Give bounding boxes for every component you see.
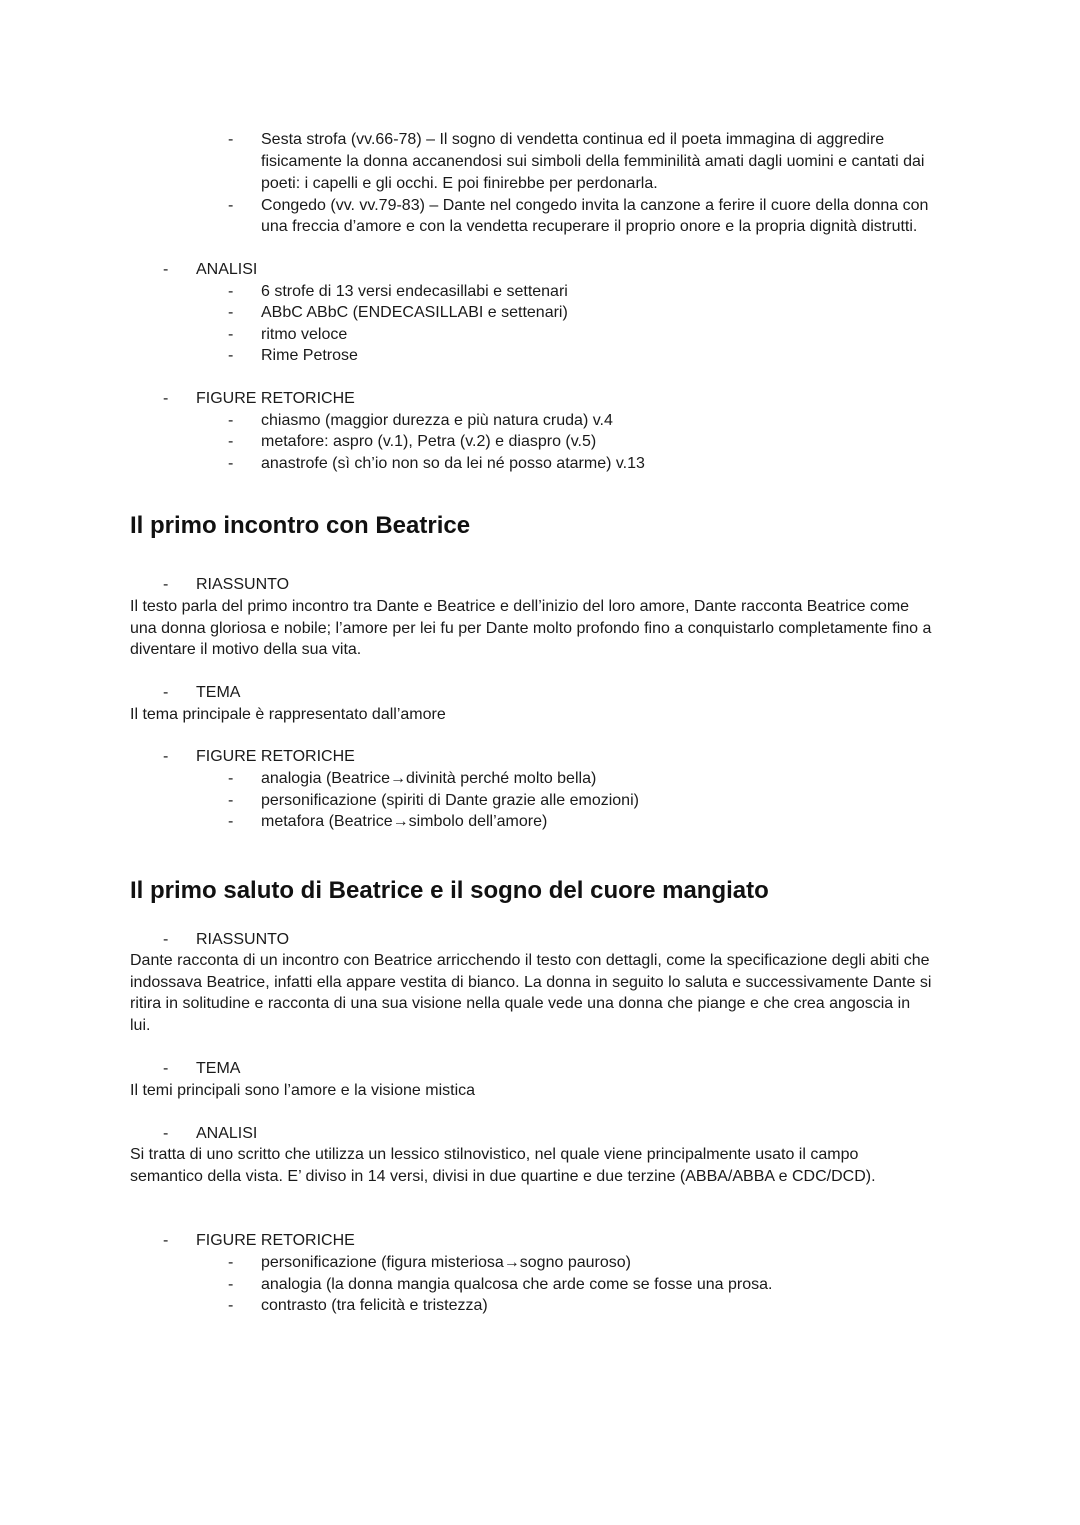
tema-text: Il temi principali sono l’amore e la visione mistica bbox=[130, 1082, 476, 1099]
section-title: Il primo saluto di Beatrice e il sogno del cuore mangiato bbox=[130, 877, 769, 904]
analisi-line: semantico della vista. E’ diviso in 14 versi, divisi in due quartine e due terzine (ABBA/ABBA e CDC/DCD). bbox=[130, 1168, 876, 1185]
tema-label: TEMA bbox=[196, 1060, 241, 1077]
figure-item: metafora (Beatrice→simbolo dell’amore) bbox=[261, 813, 548, 830]
riassunto-line: lui. bbox=[130, 1017, 151, 1034]
riassunto-label: RIASSUNTO bbox=[196, 931, 290, 948]
figure-item: chiasmo (maggior durezza e più natura cruda) v.4 bbox=[261, 412, 613, 429]
tema-label: TEMA bbox=[196, 684, 241, 701]
section-dash: - bbox=[163, 576, 169, 593]
bullet-dash: - bbox=[228, 412, 234, 429]
bullet-dash: - bbox=[228, 792, 234, 809]
section-dash: - bbox=[163, 1060, 169, 1077]
riassunto-line: indossava Beatrice, infatti ella appare vestita di bianco. La donna in seguito lo saluta e successivamente Dante si bbox=[130, 974, 932, 991]
bullet-dash: - bbox=[228, 1297, 234, 1314]
figure-item: personificazione (spiriti di Dante grazie alle emozioni) bbox=[261, 792, 639, 809]
riassunto-line: diventare il motivo della sua vita. bbox=[130, 641, 362, 658]
riassunto-line: ritira in solitudine e racconta di una sua visione nella quale vede una donna che piange e che crea angoscia in bbox=[130, 995, 911, 1012]
riassunto-label: RIASSUNTO bbox=[196, 576, 290, 593]
riassunto-line: Dante racconta di un incontro con Beatrice arricchendo il testo con dettagli, come la specificazione degli abiti che bbox=[130, 952, 930, 969]
figure-item: contrasto (tra felicità e tristezza) bbox=[261, 1297, 488, 1314]
analisi-item: 6 strofe di 13 versi endecasillabi e settenari bbox=[261, 283, 568, 300]
bullet-dash: - bbox=[228, 433, 234, 450]
analisi-line: Si tratta di uno scritto che utilizza un lessico stilnovistico, nel quale viene principalmente usato il campo bbox=[130, 1146, 859, 1163]
section-dash: - bbox=[163, 261, 169, 278]
bullet-line: una freccia d’amore e con la vendetta recuperare il proprio onore e la propria dignità distrutti. bbox=[261, 218, 918, 235]
bullet-dash: - bbox=[228, 770, 234, 787]
figure-label: FIGURE RETORICHE bbox=[196, 748, 355, 765]
section-dash: - bbox=[163, 390, 169, 407]
figure-label: FIGURE RETORICHE bbox=[196, 390, 355, 407]
bullet-dash: - bbox=[228, 283, 234, 300]
bullet-dash: - bbox=[228, 131, 234, 148]
bullet-dash: - bbox=[228, 1276, 234, 1293]
riassunto-line: una donna gloriosa e nobile; l’amore per lei fu per Dante molto profondo fino a conquistarlo completamente fino a bbox=[130, 620, 932, 637]
figure-item: personificazione (figura misteriosa→sogno pauroso) bbox=[261, 1254, 631, 1271]
figure-item: analogia (Beatrice→divinità perché molto bella) bbox=[261, 770, 597, 787]
figure-item: metafore: aspro (v.1), Petra (v.2) e diaspro (v.5) bbox=[261, 433, 597, 450]
section-dash: - bbox=[163, 1232, 169, 1249]
analisi-item: ABbC ABbC (ENDECASILLABI e settenari) bbox=[261, 304, 568, 321]
tema-text: Il tema principale è rappresentato dall’amore bbox=[130, 706, 446, 723]
section-dash: - bbox=[163, 1125, 169, 1142]
bullet-dash: - bbox=[228, 1254, 234, 1271]
bullet-line: Sesta strofa (vv.66-78) – Il sogno di vendetta continua ed il poeta immagina di aggredire bbox=[261, 131, 885, 148]
bullet-dash: - bbox=[228, 197, 234, 214]
section-title: Il primo incontro con Beatrice bbox=[130, 512, 471, 539]
analisi-label: ANALISI bbox=[196, 261, 258, 278]
figure-item: anastrofe (sì ch’io non so da lei né posso atarme) v.13 bbox=[261, 455, 645, 472]
bullet-dash: - bbox=[228, 813, 234, 830]
section-dash: - bbox=[163, 748, 169, 765]
bullet-line: fisicamente la donna accanendosi sui simboli della femminilità amati dagli uomini e cantati dai bbox=[261, 153, 925, 170]
bullet-dash: - bbox=[228, 304, 234, 321]
section-dash: - bbox=[163, 931, 169, 948]
figure-item: analogia (la donna mangia qualcosa che arde come se fosse una prosa. bbox=[261, 1276, 773, 1293]
bullet-dash: - bbox=[228, 347, 234, 364]
analisi-item: ritmo veloce bbox=[261, 326, 348, 343]
bullet-dash: - bbox=[228, 455, 234, 472]
riassunto-line: Il testo parla del primo incontro tra Dante e Beatrice e dell’inizio del loro amore, Dante racconta Beatrice come bbox=[130, 598, 910, 615]
bullet-dash: - bbox=[228, 326, 234, 343]
figure-label: FIGURE RETORICHE bbox=[196, 1232, 355, 1249]
analisi-item: Rime Petrose bbox=[261, 347, 358, 364]
bullet-line: Congedo (vv. vv.79-83) – Dante nel congedo invita la canzone a ferire il cuore della donna con bbox=[261, 197, 929, 214]
bullet-line: poeti: i capelli e gli occhi. E poi finirebbe per perdonarla. bbox=[261, 175, 658, 192]
analisi-label: ANALISI bbox=[196, 1125, 258, 1142]
section-dash: - bbox=[163, 684, 169, 701]
